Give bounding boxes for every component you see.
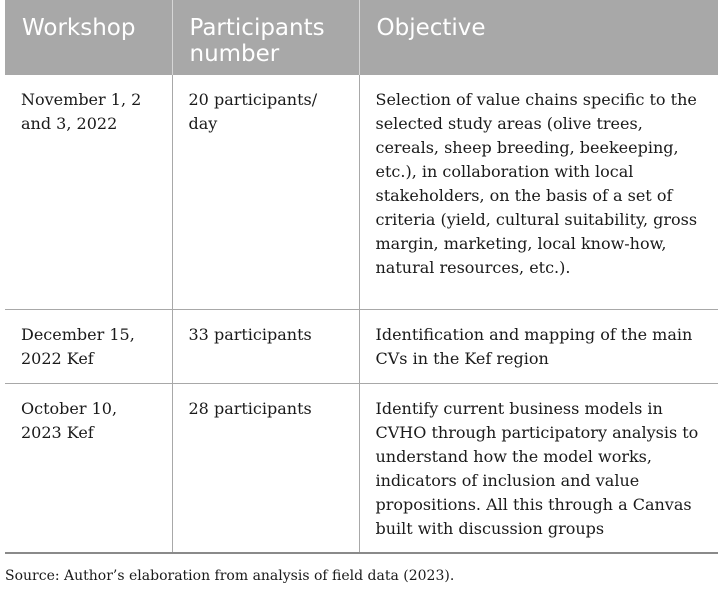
cell-participants: 33 participants bbox=[172, 309, 359, 383]
table-row bbox=[5, 383, 718, 553]
source-note: Source: Author’s elaboration from analysis of field data (2023). bbox=[5, 568, 455, 584]
cell-workshop: December 15, 2022 Kef bbox=[5, 309, 172, 383]
header-participants-number: Participants number bbox=[172, 0, 359, 75]
header-row bbox=[5, 0, 718, 75]
cell-objective: Identification and mapping of the main CVs in the Kef region bbox=[359, 309, 718, 383]
cell-objective: Selection of value chains specific to the selected study areas (olive trees, cereals, sheep breeding, beekeeping, etc.), in collaboration with local stakeholders, on the basis of a set of criteria (yield, cultural suitability, gross margin, marketing, local know-how, natural resources, etc.). bbox=[359, 75, 718, 309]
workshops-table bbox=[5, 0, 718, 554]
table-header bbox=[5, 0, 718, 75]
cell-objective: Identify current business models in CVHO through participatory analysis to understand how the model works, indicators of inclusion and value propositions. All this through a Canvas built with discussion groups bbox=[359, 383, 718, 553]
header-objective: Objective bbox=[376, 15, 486, 41]
cell-workshop: October 10, 2023 Kef bbox=[5, 383, 172, 553]
workshops-table-container bbox=[5, 0, 718, 554]
table-row bbox=[5, 75, 718, 309]
header-workshop: Workshop bbox=[5, 0, 172, 75]
cell-participants: 20 participants/ day bbox=[172, 75, 359, 309]
cell-participants: 28 participants bbox=[172, 383, 359, 553]
table-row bbox=[5, 309, 718, 383]
cell-workshop: November 1, 2 and 3, 2022 bbox=[5, 75, 172, 309]
table-body bbox=[5, 75, 718, 553]
